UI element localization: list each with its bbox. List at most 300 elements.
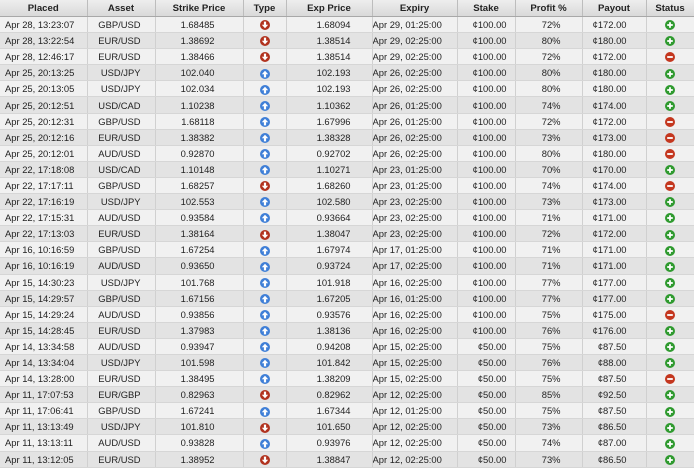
cell-status: [646, 194, 694, 210]
cell-placed: Apr 16, 10:16:59: [0, 242, 87, 258]
cell-strike-price: 1.38952: [155, 451, 243, 467]
cell-exp-price: 1.38328: [286, 129, 372, 145]
cell-status: [646, 419, 694, 435]
cell-placed: Apr 22, 17:13:03: [0, 226, 87, 242]
cell-expiry: Apr 16, 02:25:00: [372, 274, 457, 290]
cell-stake: ¢50.00: [457, 354, 515, 370]
cell-exp-price: 1.38514: [286, 49, 372, 65]
arrow-up-icon: [260, 342, 270, 352]
cell-exp-price: 1.10271: [286, 161, 372, 177]
cell-expiry: Apr 26, 01:25:00: [372, 97, 457, 113]
table-row[interactable]: [0, 17, 694, 33]
plus-status-icon: [665, 439, 675, 449]
plus-status-icon: [665, 246, 675, 256]
table-row[interactable]: [0, 145, 694, 161]
cell-profit: 80%: [515, 145, 582, 161]
cell-type: [243, 65, 286, 81]
cell-stake: ¢50.00: [457, 338, 515, 354]
cell-status: [646, 354, 694, 370]
cell-stake: ¢100.00: [457, 161, 515, 177]
cell-payout: ¢174.00: [582, 177, 646, 193]
cell-asset: USD/JPY: [87, 354, 155, 370]
header-stake[interactable]: Stake: [457, 0, 515, 17]
cell-type: [243, 306, 286, 322]
cell-placed: Apr 14, 13:28:00: [0, 371, 87, 387]
cell-payout: ¢172.00: [582, 113, 646, 129]
cell-exp-price: 0.93576: [286, 306, 372, 322]
cell-payout: ¢86.50: [582, 419, 646, 435]
cell-placed: Apr 11, 17:06:41: [0, 403, 87, 419]
arrow-down-icon: [260, 455, 270, 465]
header-payout[interactable]: Payout: [582, 0, 646, 17]
cell-type: [243, 387, 286, 403]
cell-stake: ¢100.00: [457, 33, 515, 49]
table-row[interactable]: [0, 49, 694, 65]
cell-profit: 71%: [515, 210, 582, 226]
cell-type: [243, 194, 286, 210]
cell-profit: 73%: [515, 451, 582, 467]
cell-asset: GBP/USD: [87, 242, 155, 258]
cell-exp-price: 102.193: [286, 81, 372, 97]
table-row[interactable]: [0, 435, 694, 451]
table-row[interactable]: [0, 129, 694, 145]
cell-strike-price: 1.38495: [155, 371, 243, 387]
cell-strike-price: 1.67156: [155, 290, 243, 306]
arrow-up-icon: [260, 149, 270, 159]
cell-profit: 74%: [515, 177, 582, 193]
cell-expiry: Apr 26, 02:25:00: [372, 145, 457, 161]
cell-stake: ¢100.00: [457, 322, 515, 338]
cell-status: [646, 210, 694, 226]
plus-status-icon: [665, 358, 675, 368]
cell-strike-price: 0.82963: [155, 387, 243, 403]
header-asset[interactable]: Asset: [87, 0, 155, 17]
arrow-up-icon: [260, 310, 270, 320]
cell-payout: ¢172.00: [582, 17, 646, 33]
cell-strike-price: 1.68257: [155, 177, 243, 193]
cell-profit: 76%: [515, 322, 582, 338]
plus-status-icon: [665, 20, 675, 30]
cell-profit: 75%: [515, 306, 582, 322]
cell-stake: ¢100.00: [457, 194, 515, 210]
cell-profit: 77%: [515, 290, 582, 306]
cell-stake: ¢100.00: [457, 49, 515, 65]
cell-strike-price: 102.034: [155, 81, 243, 97]
cell-expiry: Apr 23, 02:25:00: [372, 210, 457, 226]
cell-status: [646, 17, 694, 33]
cell-type: [243, 226, 286, 242]
arrow-up-icon: [260, 165, 270, 175]
cell-exp-price: 1.67205: [286, 290, 372, 306]
header-strike-price[interactable]: Strike Price: [155, 0, 243, 17]
cell-status: [646, 322, 694, 338]
cell-strike-price: 1.68118: [155, 113, 243, 129]
cell-stake: ¢100.00: [457, 177, 515, 193]
cell-placed: Apr 25, 20:12:01: [0, 145, 87, 161]
cell-stake: ¢100.00: [457, 210, 515, 226]
cell-stake: ¢100.00: [457, 129, 515, 145]
arrow-up-icon: [260, 407, 270, 417]
table-row[interactable]: [0, 322, 694, 338]
table-row[interactable]: [0, 387, 694, 403]
table-row[interactable]: [0, 371, 694, 387]
table-row[interactable]: [0, 274, 694, 290]
plus-status-icon: [665, 197, 675, 207]
table-row[interactable]: [0, 33, 694, 49]
cell-exp-price: 102.580: [286, 194, 372, 210]
table-row[interactable]: [0, 210, 694, 226]
table-row[interactable]: [0, 403, 694, 419]
cell-payout: ¢172.00: [582, 226, 646, 242]
cell-stake: ¢50.00: [457, 387, 515, 403]
table-row[interactable]: [0, 354, 694, 370]
cell-status: [646, 258, 694, 274]
cell-type: [243, 290, 286, 306]
arrow-up-icon: [260, 197, 270, 207]
cell-exp-price: 101.650: [286, 419, 372, 435]
cell-type: [243, 145, 286, 161]
cell-status: [646, 226, 694, 242]
table-row[interactable]: [0, 306, 694, 322]
cell-stake: ¢50.00: [457, 403, 515, 419]
cell-status: [646, 435, 694, 451]
cell-asset: USD/CAD: [87, 97, 155, 113]
cell-strike-price: 1.10148: [155, 161, 243, 177]
cell-asset: EUR/USD: [87, 371, 155, 387]
cell-stake: ¢100.00: [457, 97, 515, 113]
header-profit[interactable]: Profit %: [515, 0, 582, 17]
cell-expiry: Apr 12, 02:25:00: [372, 451, 457, 467]
cell-exp-price: 0.93664: [286, 210, 372, 226]
plus-status-icon: [665, 230, 675, 240]
cell-strike-price: 0.92870: [155, 145, 243, 161]
cell-strike-price: 1.38692: [155, 33, 243, 49]
cell-asset: USD/JPY: [87, 81, 155, 97]
cell-exp-price: 0.92702: [286, 145, 372, 161]
cell-strike-price: 101.810: [155, 419, 243, 435]
cell-asset: GBP/USD: [87, 177, 155, 193]
cell-type: [243, 403, 286, 419]
cell-expiry: Apr 15, 02:25:00: [372, 354, 457, 370]
cell-stake: ¢50.00: [457, 419, 515, 435]
cell-exp-price: 0.93976: [286, 435, 372, 451]
cell-profit: 72%: [515, 17, 582, 33]
arrow-down-icon: [260, 390, 270, 400]
table-row[interactable]: [0, 177, 694, 193]
arrow-up-icon: [260, 117, 270, 127]
plus-status-icon: [665, 262, 675, 272]
cell-asset: EUR/USD: [87, 322, 155, 338]
cell-asset: AUD/USD: [87, 306, 155, 322]
cell-status: [646, 65, 694, 81]
plus-status-icon: [665, 326, 675, 336]
table-row[interactable]: [0, 97, 694, 113]
cell-type: [243, 33, 286, 49]
cell-strike-price: 1.38466: [155, 49, 243, 65]
cell-profit: 75%: [515, 338, 582, 354]
minus-status-icon: [665, 181, 675, 191]
cell-profit: 80%: [515, 81, 582, 97]
cell-strike-price: 1.37983: [155, 322, 243, 338]
cell-profit: 73%: [515, 129, 582, 145]
cell-placed: Apr 25, 20:12:31: [0, 113, 87, 129]
cell-stake: ¢100.00: [457, 17, 515, 33]
arrow-up-icon: [260, 246, 270, 256]
plus-status-icon: [665, 101, 675, 111]
cell-profit: 70%: [515, 161, 582, 177]
cell-expiry: Apr 12, 01:25:00: [372, 403, 457, 419]
header-status[interactable]: Status: [646, 0, 694, 17]
plus-status-icon: [665, 278, 675, 288]
cell-payout: ¢174.00: [582, 97, 646, 113]
cell-placed: Apr 22, 17:18:08: [0, 161, 87, 177]
cell-asset: AUD/USD: [87, 210, 155, 226]
cell-exp-price: 1.10362: [286, 97, 372, 113]
cell-payout: ¢171.00: [582, 258, 646, 274]
cell-type: [243, 354, 286, 370]
arrow-down-icon: [260, 52, 270, 62]
cell-type: [243, 419, 286, 435]
cell-placed: Apr 25, 20:13:05: [0, 81, 87, 97]
cell-asset: USD/JPY: [87, 419, 155, 435]
arrow-down-icon: [260, 230, 270, 240]
header-type[interactable]: Type: [243, 0, 286, 17]
cell-expiry: Apr 26, 02:25:00: [372, 81, 457, 97]
arrow-down-icon: [260, 20, 270, 30]
cell-payout: ¢172.00: [582, 49, 646, 65]
cell-strike-price: 0.93828: [155, 435, 243, 451]
arrow-down-icon: [260, 181, 270, 191]
plus-status-icon: [665, 85, 675, 95]
arrow-up-icon: [260, 358, 270, 368]
cell-placed: Apr 11, 13:12:05: [0, 451, 87, 467]
cell-placed: Apr 22, 17:16:19: [0, 194, 87, 210]
table-row[interactable]: [0, 113, 694, 129]
plus-status-icon: [665, 69, 675, 79]
cell-asset: EUR/USD: [87, 129, 155, 145]
cell-payout: ¢87.00: [582, 435, 646, 451]
cell-expiry: Apr 26, 02:25:00: [372, 65, 457, 81]
cell-status: [646, 97, 694, 113]
table-row[interactable]: [0, 161, 694, 177]
arrow-up-icon: [260, 374, 270, 384]
cell-status: [646, 338, 694, 354]
cell-strike-price: 101.598: [155, 354, 243, 370]
cell-asset: EUR/USD: [87, 33, 155, 49]
cell-asset: EUR/USD: [87, 451, 155, 467]
minus-status-icon: [665, 310, 675, 320]
cell-profit: 77%: [515, 274, 582, 290]
plus-status-icon: [665, 423, 675, 433]
cell-stake: ¢100.00: [457, 242, 515, 258]
minus-status-icon: [665, 133, 675, 143]
cell-status: [646, 145, 694, 161]
cell-status: [646, 403, 694, 419]
cell-expiry: Apr 29, 02:25:00: [372, 49, 457, 65]
table-row[interactable]: [0, 81, 694, 97]
cell-profit: 71%: [515, 242, 582, 258]
cell-status: [646, 387, 694, 403]
cell-asset: EUR/USD: [87, 226, 155, 242]
cell-type: [243, 17, 286, 33]
cell-exp-price: 101.842: [286, 354, 372, 370]
cell-strike-price: 0.93650: [155, 258, 243, 274]
minus-status-icon: [665, 117, 675, 127]
cell-payout: ¢87.50: [582, 403, 646, 419]
cell-type: [243, 49, 286, 65]
minus-status-icon: [665, 149, 675, 159]
table-row[interactable]: [0, 65, 694, 81]
cell-exp-price: 102.193: [286, 65, 372, 81]
cell-payout: ¢173.00: [582, 194, 646, 210]
cell-strike-price: 1.68485: [155, 17, 243, 33]
cell-placed: Apr 28, 13:22:54: [0, 33, 87, 49]
cell-stake: ¢100.00: [457, 145, 515, 161]
cell-status: [646, 451, 694, 467]
header-placed[interactable]: Placed: [0, 0, 87, 17]
cell-profit: 80%: [515, 33, 582, 49]
cell-status: [646, 81, 694, 97]
cell-type: [243, 161, 286, 177]
cell-strike-price: 0.93856: [155, 306, 243, 322]
cell-strike-price: 1.10238: [155, 97, 243, 113]
arrow-up-icon: [260, 326, 270, 336]
cell-stake: ¢100.00: [457, 65, 515, 81]
cell-profit: 73%: [515, 194, 582, 210]
cell-payout: ¢177.00: [582, 274, 646, 290]
cell-payout: ¢177.00: [582, 290, 646, 306]
cell-strike-price: 102.040: [155, 65, 243, 81]
table-row[interactable]: [0, 194, 694, 210]
cell-placed: Apr 15, 14:29:24: [0, 306, 87, 322]
cell-expiry: Apr 23, 01:25:00: [372, 177, 457, 193]
cell-type: [243, 451, 286, 467]
cell-asset: AUD/USD: [87, 145, 155, 161]
plus-status-icon: [665, 390, 675, 400]
cell-exp-price: 1.68260: [286, 177, 372, 193]
cell-asset: AUD/USD: [87, 338, 155, 354]
cell-placed: Apr 22, 17:17:11: [0, 177, 87, 193]
minus-status-icon: [665, 374, 675, 384]
arrow-up-icon: [260, 133, 270, 143]
cell-type: [243, 81, 286, 97]
cell-type: [243, 435, 286, 451]
cell-profit: 75%: [515, 371, 582, 387]
header-exp-price[interactable]: Exp Price: [286, 0, 372, 17]
cell-exp-price: 1.38514: [286, 33, 372, 49]
cell-stake: ¢100.00: [457, 258, 515, 274]
cell-expiry: Apr 12, 02:25:00: [372, 419, 457, 435]
cell-status: [646, 242, 694, 258]
plus-status-icon: [665, 455, 675, 465]
cell-strike-price: 1.38382: [155, 129, 243, 145]
cell-strike-price: 0.93584: [155, 210, 243, 226]
cell-expiry: Apr 16, 02:25:00: [372, 306, 457, 322]
cell-type: [243, 338, 286, 354]
cell-status: [646, 306, 694, 322]
cell-status: [646, 274, 694, 290]
cell-payout: ¢180.00: [582, 33, 646, 49]
arrow-up-icon: [260, 213, 270, 223]
cell-strike-price: 0.93947: [155, 338, 243, 354]
cell-stake: ¢50.00: [457, 451, 515, 467]
cell-type: [243, 177, 286, 193]
cell-exp-price: 1.68094: [286, 17, 372, 33]
cell-strike-price: 1.67254: [155, 242, 243, 258]
cell-status: [646, 161, 694, 177]
table-row[interactable]: [0, 226, 694, 242]
cell-type: [243, 322, 286, 338]
cell-type: [243, 258, 286, 274]
cell-asset: USD/JPY: [87, 194, 155, 210]
cell-exp-price: 0.94208: [286, 338, 372, 354]
plus-status-icon: [665, 407, 675, 417]
cell-type: [243, 129, 286, 145]
cell-profit: 71%: [515, 258, 582, 274]
cell-expiry: Apr 17, 02:25:00: [372, 258, 457, 274]
cell-profit: 74%: [515, 435, 582, 451]
arrow-up-icon: [260, 85, 270, 95]
cell-profit: 75%: [515, 403, 582, 419]
header-expiry[interactable]: Expiry: [372, 0, 457, 17]
cell-placed: Apr 16, 10:16:19: [0, 258, 87, 274]
cell-profit: 85%: [515, 387, 582, 403]
cell-asset: GBP/USD: [87, 113, 155, 129]
cell-expiry: Apr 29, 02:25:00: [372, 33, 457, 49]
cell-payout: ¢92.50: [582, 387, 646, 403]
plus-status-icon: [665, 36, 675, 46]
table-row[interactable]: [0, 338, 694, 354]
cell-payout: ¢176.00: [582, 322, 646, 338]
cell-payout: ¢170.00: [582, 161, 646, 177]
cell-payout: ¢173.00: [582, 129, 646, 145]
cell-exp-price: 0.93724: [286, 258, 372, 274]
cell-profit: 80%: [515, 65, 582, 81]
cell-asset: USD/JPY: [87, 65, 155, 81]
table-row[interactable]: [0, 242, 694, 258]
cell-stake: ¢100.00: [457, 306, 515, 322]
cell-expiry: Apr 16, 02:25:00: [372, 322, 457, 338]
cell-exp-price: 1.67974: [286, 242, 372, 258]
cell-payout: ¢87.50: [582, 338, 646, 354]
table-row[interactable]: [0, 290, 694, 306]
plus-status-icon: [665, 342, 675, 352]
cell-type: [243, 242, 286, 258]
plus-status-icon: [665, 213, 675, 223]
table-row[interactable]: [0, 419, 694, 435]
cell-placed: Apr 14, 13:34:04: [0, 354, 87, 370]
table-row[interactable]: [0, 258, 694, 274]
cell-profit: 73%: [515, 419, 582, 435]
arrow-up-icon: [260, 101, 270, 111]
cell-payout: ¢86.50: [582, 451, 646, 467]
cell-placed: Apr 25, 20:12:51: [0, 97, 87, 113]
cell-placed: Apr 25, 20:12:16: [0, 129, 87, 145]
cell-expiry: Apr 12, 02:25:00: [372, 435, 457, 451]
cell-status: [646, 177, 694, 193]
cell-status: [646, 290, 694, 306]
table-row[interactable]: [0, 451, 694, 467]
cell-stake: ¢100.00: [457, 274, 515, 290]
cell-asset: AUD/USD: [87, 435, 155, 451]
cell-status: [646, 129, 694, 145]
cell-profit: 72%: [515, 49, 582, 65]
arrow-up-icon: [260, 439, 270, 449]
cell-expiry: Apr 15, 02:25:00: [372, 338, 457, 354]
cell-asset: GBP/USD: [87, 17, 155, 33]
cell-placed: Apr 28, 13:23:07: [0, 17, 87, 33]
cell-strike-price: 1.67241: [155, 403, 243, 419]
